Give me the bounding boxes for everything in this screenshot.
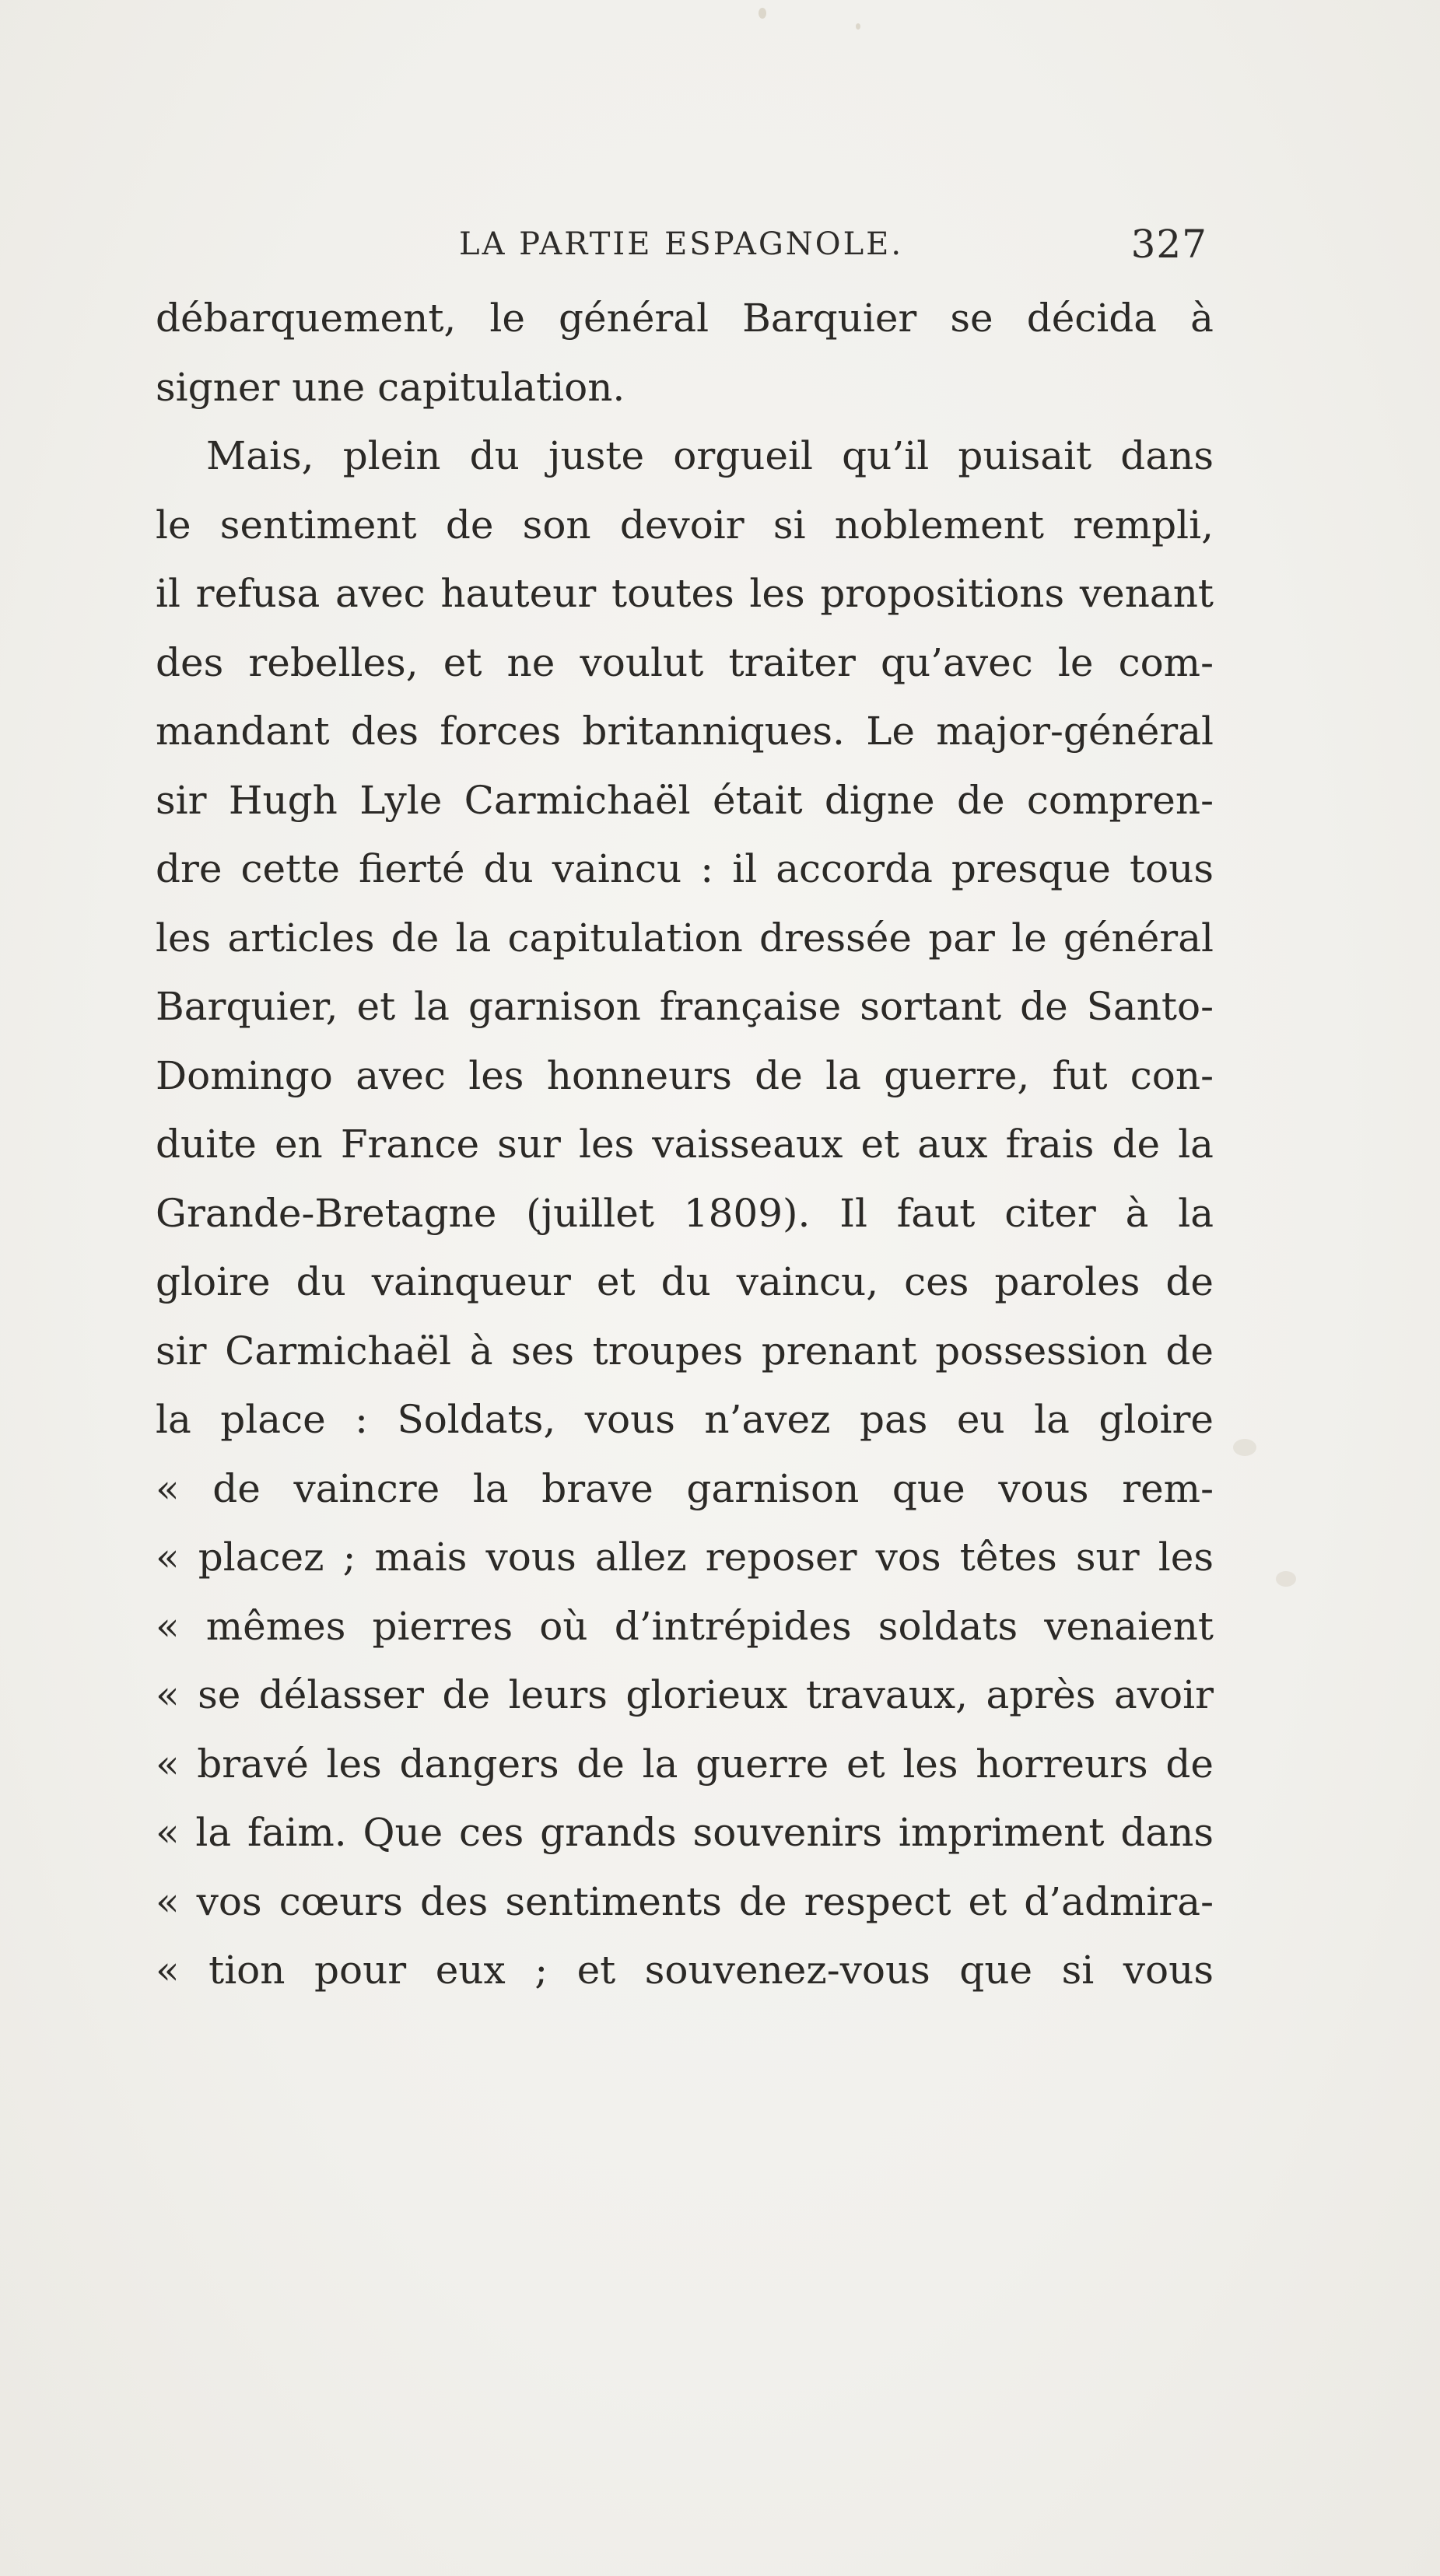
text-line: « mêmes pierres où d’intrépides soldats venaient — [156, 1603, 1214, 1649]
text-line: dre cette fierté du vaincu : il accorda presque tous — [156, 846, 1214, 891]
text-line: « placez ; mais vous allez reposer vos têtes sur les — [156, 1535, 1214, 1580]
text-line: Barquier, et la garnison française sortant de Santo- — [156, 984, 1214, 1029]
running-head: LA PARTIE ESPAGNOLE. — [459, 226, 904, 262]
paper-speck — [759, 8, 766, 19]
text-line: duite en France sur les vaisseaux et aux frais de la — [156, 1122, 1214, 1167]
text-line: des rebelles, et ne voulut traiter qu’avec le com- — [156, 639, 1214, 685]
text-line: il refusa avec hauteur toutes les propositions venant — [156, 571, 1214, 616]
text-line: gloire du vainqueur et du vaincu, ces paroles de — [156, 1259, 1214, 1304]
text-line: Grande-Bretagne (juillet 1809). Il faut citer à la — [156, 1190, 1214, 1236]
text-line: Mais, plein du juste orgueil qu’il puisait dans — [206, 433, 1214, 478]
text-line: les articles de la capitulation dressée par le général — [156, 915, 1214, 961]
page-header — [156, 222, 1214, 268]
body-text — [156, 284, 1214, 2005]
text-line: « se délasser de leurs glorieux travaux, après avoir — [156, 1672, 1214, 1717]
text-line: signer une capitulation. — [156, 364, 625, 410]
text-line: la place : Soldats, vous n’avez pas eu la gloire — [156, 1397, 1214, 1442]
text-line: sir Hugh Lyle Carmichaël était digne de compren- — [156, 777, 1214, 823]
text-line: « de vaincre la brave garnison que vous rem- — [156, 1465, 1214, 1511]
text-line: sir Carmichaël à ses troupes prenant possession de — [156, 1328, 1214, 1374]
text-line: « vos cœurs des sentiments de respect et d’admira- — [156, 1878, 1214, 1924]
text-line: « la faim. Que ces grands souvenirs impriment dans — [156, 1810, 1214, 1855]
paper-speck — [1233, 1439, 1256, 1456]
text-line: « tion pour eux ; et souvenez-vous que si vous — [156, 1948, 1214, 1993]
text-line: mandant des forces britanniques. Le major-général — [156, 709, 1214, 754]
text-line: débarquement, le général Barquier se décida à — [156, 296, 1214, 341]
page-number: 327 — [1130, 222, 1207, 267]
paper-speck — [856, 23, 860, 30]
text-line: « bravé les dangers de la guerre et les horreurs de — [156, 1741, 1214, 1787]
text-line: le sentiment de son devoir si noblement rempli, — [156, 502, 1214, 548]
text-line: Domingo avec les honneurs de la guerre, fut con- — [156, 1052, 1214, 1098]
paper-speck — [1276, 1571, 1296, 1587]
